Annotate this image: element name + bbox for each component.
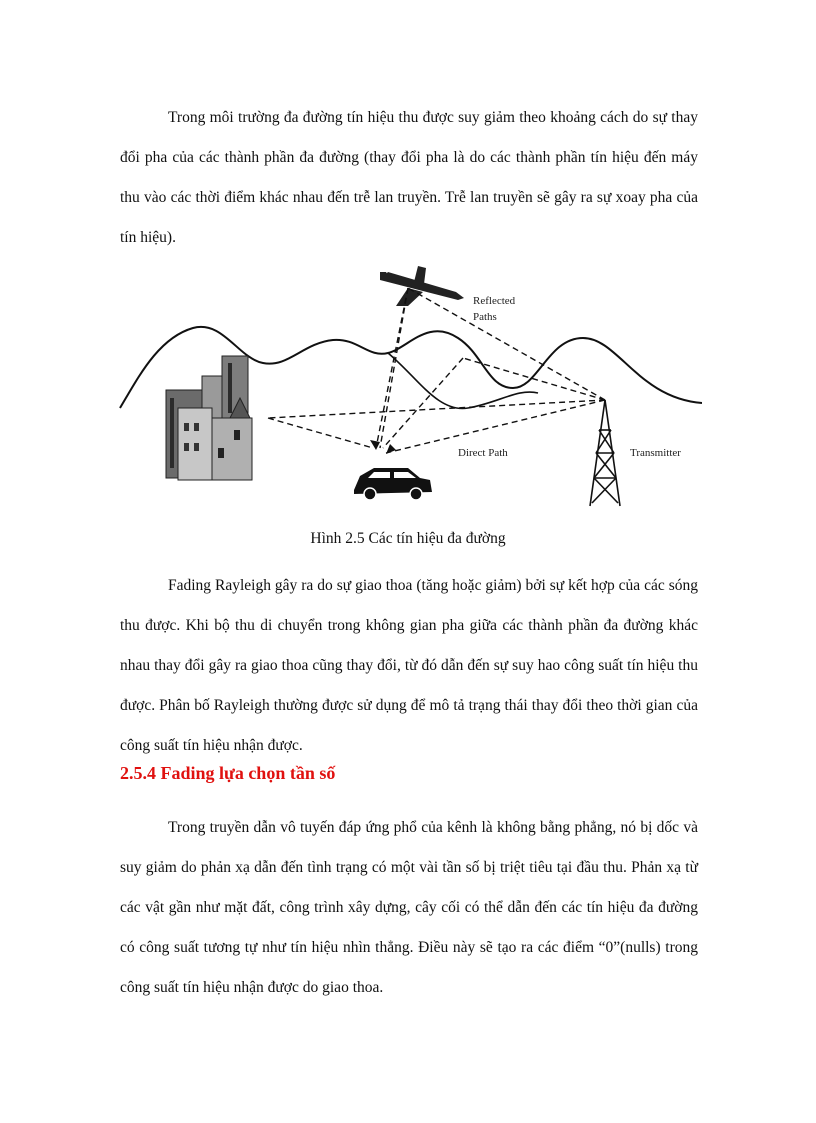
car-icon: [354, 468, 432, 500]
label-reflected: Reflected: [473, 295, 516, 307]
hills-back-outline: [388, 353, 538, 408]
transmitter-tower-icon: [590, 400, 620, 506]
figure-caption: Hình 2.5 Các tín hiệu đa đường: [310, 530, 506, 547]
paragraph-intro: Trong môi trường đa đường tín hiệu thu được suy giảm theo khoảng cách do sự thay đổi pha của các thành phần đa đường (thay đổi pha là do các thành phần tín hiệu đến máy thu vào các thời điểm khác nhau đến trễ lan truyền. Trễ lan truyền sẽ gây ra sự xoay pha của tín hiệu).: [120, 109, 698, 246]
label-paths: Paths: [473, 311, 497, 323]
section-heading: 2.5.4 Fading lựa chọn tần số: [120, 763, 336, 783]
buildings-icon: [166, 356, 252, 480]
label-transmitter: Transmitter: [630, 447, 681, 459]
airplane-icon: [380, 266, 464, 306]
label-direct-path: Direct Path: [458, 447, 508, 459]
arrowhead: [370, 440, 380, 450]
multipath-figure: [118, 258, 702, 512]
signal-paths: [268, 288, 605, 453]
paragraph-rayleigh: Fading Rayleigh gây ra do sự giao thoa (tăng hoặc giảm) bởi sự kết hợp của các sóng thu được. Khi bộ thu di chuyển trong không gian pha giữa các thành phần đa đường khác nhau thay đổi gây ra giao thoa cũng thay đổi, từ đó dẫn đến sự suy hao công suất tín hiệu thu được. Phân bố Rayleigh thường được sử dụng để mô tả trạng thái thay đổi theo thời gian của công suất tín hiệu nhận được.: [120, 577, 698, 754]
paragraph-selective-fading: Trong truyền dẫn vô tuyến đáp ứng phổ của kênh là không bằng phẳng, nó bị dốc và suy giảm do phản xạ dẫn đến tình trạng có một vài tần số bị triệt tiêu tại đầu thu. Phản xạ từ các vật gần như mặt đất, công trình xây dựng, cây cối có thể dẫn đến các tín hiệu đa đường có công suất tương tự như tín hiệu nhìn thẳng. Điều này sẽ tạo ra các điểm “0”(nulls) trong công suất tín hiệu nhận được do giao thoa.: [120, 819, 698, 996]
